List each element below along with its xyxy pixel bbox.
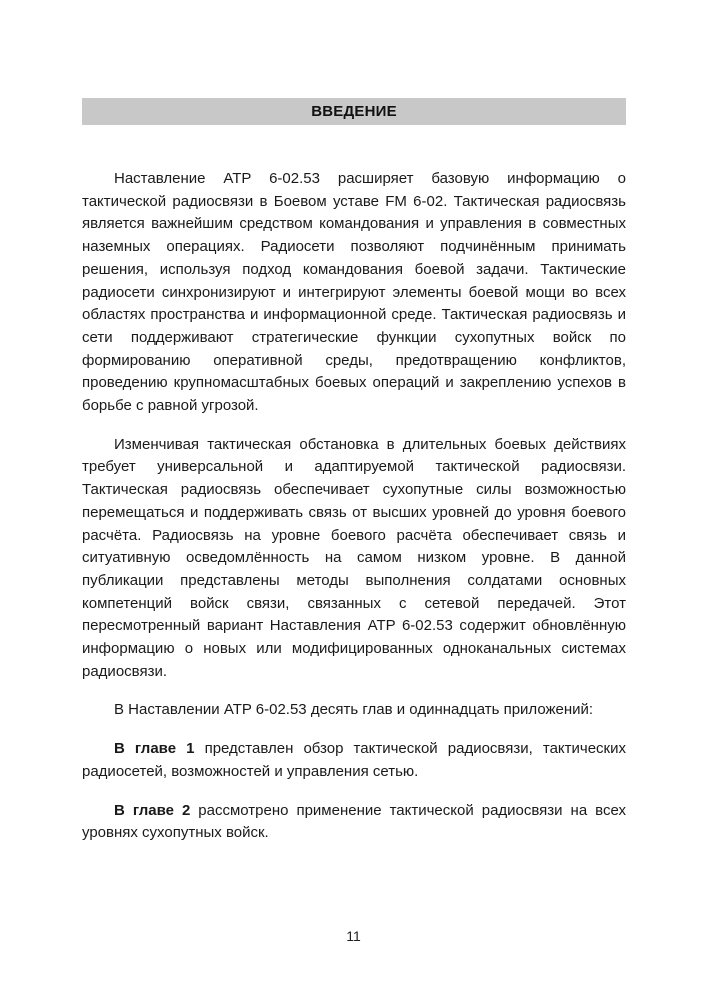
page-number: 11 (346, 928, 361, 944)
chapter-2-label: В главе 2 (114, 801, 191, 819)
section-title: ВВЕДЕНИЕ (311, 103, 397, 120)
chapter-1-label: В главе 1 (114, 740, 195, 758)
paragraph-intro: Наставление ATP 6-02.53 расширяет базовую информацию о тактической радиосвязи в Боевом уставе FM 6-02. Тактическая радиосвязь является важнейшим средством командования и управления в совместных наземных операциях. Радиосети позволяют подчинённым принимать решения, используя подход командования боевой задачи. Тактические радиосети синхронизируют и интегрируют элементы боевой мощи во всех областях пространства и информационной среде. Тактическая радиосвязь и сети поддерживают стратегические функции сухопутных войск по формированию оперативной среды, предотвращению конфликтов, проведению крупномасштабных боевых операций и закреплению успехов в борьбе с равной угрозой. (82, 170, 626, 415)
body-text (82, 168, 626, 861)
paragraph-tactical-situation: Изменчивая тактическая обстановка в длительных боевых действиях требует универсальной и адаптируемой тактической радиосвязи. Тактическая радиосвязь обеспечивает сухопутные силы возможностью перемещаться и поддерживать связь от высших уровней до уровня боевого расчёта. Радиосвязь на уровне боевого расчёта обеспечивает связь и ситуативную осведомлённость на самом низком уровне. В данной публикации представлены методы выполнения солдатами основных компетенций войск связи, связанных с сетевой передачей. Этот пересмотренный вариант Наставления ATP 6-02.53 содержит обновлённую информацию о новых или модифицированных одноканальных системах радиосвязи. (82, 435, 626, 680)
paragraph-structure: В Наставлении ATP 6-02.53 десять глав и одиннадцать приложений: (114, 701, 594, 719)
paragraph-chapter-2 (82, 800, 626, 845)
paragraph-chapter-1 (82, 738, 626, 783)
section-heading-band (82, 98, 626, 125)
chapter-1-description: представлен обзор тактической радиосвязи, тактических радиосетей, возможностей и управления сетью. (82, 740, 626, 780)
chapter-2-description: рассмотрено применение тактической радиосвязи на всех уровнях сухопутных войск. (82, 801, 626, 842)
